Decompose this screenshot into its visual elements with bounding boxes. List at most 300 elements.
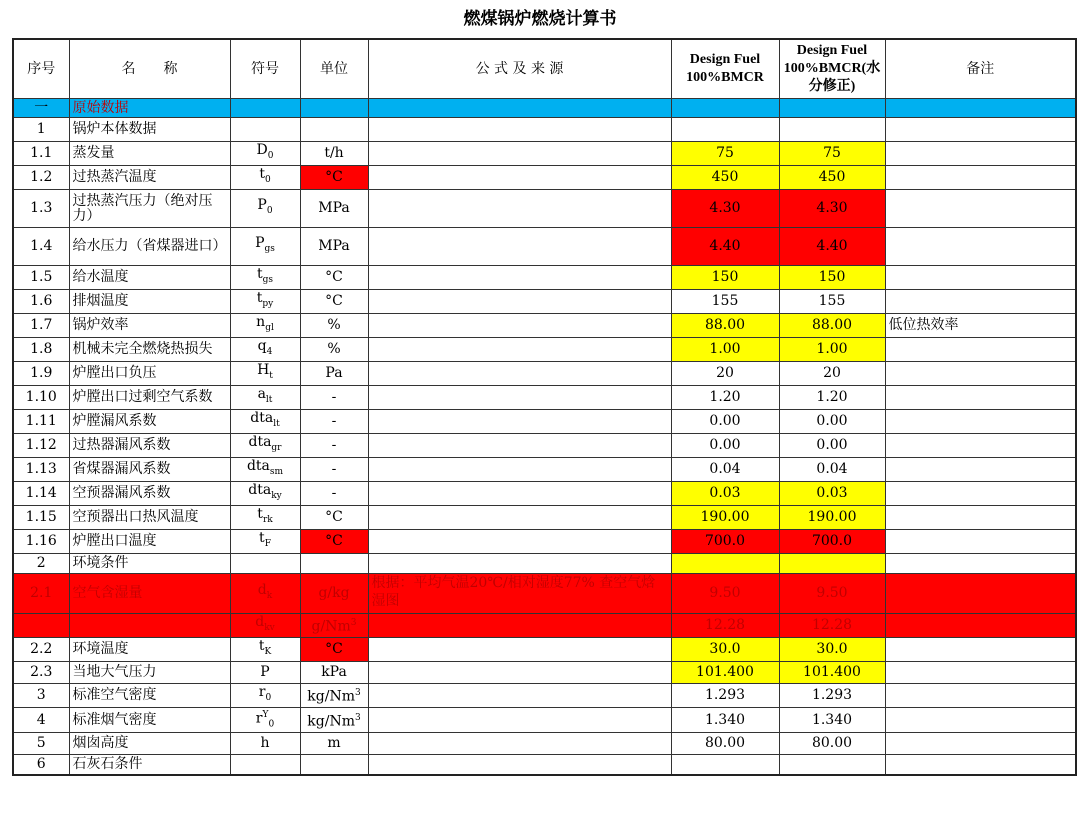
row-value-design-fuel-moisture-text: 155 [818, 293, 846, 309]
row-unit [300, 530, 368, 554]
row-formula-text: 根据：平均气温20℃/相对湿度77% 查空气焓湿图 [371, 575, 656, 609]
row-value-design-fuel [671, 733, 779, 755]
row-formula [368, 266, 671, 290]
row-number [13, 755, 69, 775]
row-number [13, 228, 69, 266]
row-unit-text: - [331, 437, 337, 453]
row-symbol-text: dta [250, 410, 274, 427]
row-number [13, 338, 69, 362]
row-number-text: 4 [36, 711, 46, 728]
row-formula [368, 614, 671, 638]
row-value-design-fuel-moisture-text: 88.00 [811, 317, 853, 333]
row-name-text: 给水温度 [72, 269, 129, 285]
row-number [13, 684, 69, 708]
row-note-text: 低位热效率 [888, 317, 959, 333]
row-unit-text: °C [325, 293, 343, 309]
row-unit [300, 482, 368, 506]
symbol-subscript: 0 [265, 692, 272, 703]
row-symbol-text: D [256, 142, 268, 159]
row-number [13, 638, 69, 662]
row-symbol-text: a [257, 386, 266, 403]
row-name [69, 118, 230, 142]
row-unit-text: Pa [325, 365, 343, 381]
row-name [69, 228, 230, 266]
row-value-design-fuel [671, 662, 779, 684]
row-formula [368, 166, 671, 190]
row-symbol [230, 314, 300, 338]
row-value-design-fuel-moisture-text: 101.400 [803, 664, 861, 680]
row-name [69, 458, 230, 482]
row-unit [300, 434, 368, 458]
row-number [13, 266, 69, 290]
row-value-design-fuel [671, 684, 779, 708]
table-row [13, 458, 1076, 482]
row-symbol [230, 290, 300, 314]
row-note [885, 118, 1076, 142]
row-value-design-fuel [671, 434, 779, 458]
row-number-text: 1.7 [30, 317, 53, 333]
row-symbol-text: dta [248, 434, 272, 451]
symbol-subscript: 0 [266, 205, 273, 216]
row-name [69, 166, 230, 190]
row-value-design-fuel-text: 20 [716, 365, 734, 381]
row-name [69, 290, 230, 314]
row-formula [368, 708, 671, 733]
row-value-design-fuel-moisture-text: 4.30 [816, 200, 848, 216]
row-symbol [230, 338, 300, 362]
header-row [13, 39, 1076, 99]
table-row [13, 638, 1076, 662]
table-row [13, 386, 1076, 410]
row-symbol [230, 662, 300, 684]
header-no: 序号 [13, 39, 69, 99]
row-note [885, 410, 1076, 434]
row-value-design-fuel [671, 118, 779, 142]
row-number [13, 506, 69, 530]
row-formula [368, 530, 671, 554]
row-formula [368, 506, 671, 530]
symbol-subscript: py [262, 298, 274, 309]
row-value-design-fuel [671, 362, 779, 386]
row-unit [300, 190, 368, 228]
row-value-design-fuel-moisture-text: 75 [823, 145, 841, 161]
row-value-design-fuel-text: 75 [716, 145, 734, 161]
table-row [13, 614, 1076, 638]
row-formula [368, 228, 671, 266]
row-name [69, 638, 230, 662]
row-unit-text: t/h [324, 145, 344, 161]
row-name-text: 空预器漏风系数 [72, 485, 171, 501]
row-number [13, 386, 69, 410]
row-number [13, 662, 69, 684]
row-value-design-fuel-text: 155 [711, 293, 739, 309]
row-value-design-fuel-text: 150 [711, 269, 739, 285]
row-value-design-fuel-text: 80.00 [704, 735, 746, 752]
row-number [13, 708, 69, 733]
row-symbol [230, 574, 300, 614]
row-formula [368, 386, 671, 410]
symbol-subscript: lt [265, 394, 273, 405]
table-row [13, 434, 1076, 458]
row-unit-text: MPa [318, 200, 350, 216]
row-note [885, 662, 1076, 684]
row-name [69, 266, 230, 290]
row-unit-text: g/Nm [311, 618, 351, 635]
calculation-table [12, 38, 1077, 776]
row-name [69, 530, 230, 554]
row-symbol-text: t [257, 506, 263, 523]
row-unit [300, 386, 368, 410]
row-symbol-text: t [258, 638, 265, 655]
row-number [13, 99, 69, 118]
row-name-text: 环境温度 [72, 641, 129, 657]
row-symbol-text: P [255, 235, 265, 252]
row-note [885, 142, 1076, 166]
row-unit-text: - [331, 485, 337, 501]
row-name-text: 过热蒸汽温度 [72, 169, 157, 185]
row-name [69, 662, 230, 684]
row-unit [300, 410, 368, 434]
row-formula [368, 338, 671, 362]
row-name-text: 炉膛出口温度 [72, 533, 157, 549]
row-value-design-fuel [671, 708, 779, 733]
unit-superscript: 3 [354, 712, 361, 723]
row-symbol-text: t [259, 166, 265, 183]
row-value-design-fuel-moisture-text: 30.0 [816, 641, 848, 657]
row-value-design-fuel-text: 4.30 [709, 200, 741, 216]
row-formula [368, 684, 671, 708]
row-number-text: 1 [36, 121, 46, 137]
row-name-text: 石灰石条件 [72, 756, 143, 773]
row-symbol-text: t [256, 290, 263, 307]
row-value-design-fuel-text: 0.03 [709, 485, 741, 501]
row-value-design-fuel-moisture [779, 708, 885, 733]
row-number-text: 1.9 [30, 365, 53, 381]
symbol-subscript: lt [273, 418, 280, 429]
row-number-text: 3 [36, 687, 46, 703]
symbol-subscript: K [264, 646, 272, 657]
row-number [13, 118, 69, 142]
row-value-design-fuel-text: 450 [711, 169, 739, 185]
row-symbol [230, 530, 300, 554]
row-symbol [230, 638, 300, 662]
row-unit-text: % [327, 317, 341, 333]
row-formula [368, 190, 671, 228]
row-unit-text: - [331, 413, 337, 429]
row-value-design-fuel-moisture [779, 434, 885, 458]
symbol-subscript: rk [262, 514, 273, 525]
row-unit [300, 574, 368, 614]
header-name: 名 称 [69, 39, 230, 99]
row-number-text: 1.5 [30, 269, 53, 285]
row-symbol-text: q [257, 338, 267, 355]
row-note [885, 99, 1076, 118]
row-value-design-fuel-moisture-text: 9.50 [816, 585, 848, 601]
row-symbol [230, 142, 300, 166]
row-value-design-fuel-text: 1.00 [709, 341, 741, 357]
header-symbol: 符号 [230, 39, 300, 99]
row-name [69, 684, 230, 708]
row-name [69, 338, 230, 362]
row-unit [300, 708, 368, 733]
row-unit-text: kg/Nm [307, 713, 355, 730]
row-symbol-text: d [257, 582, 267, 599]
row-unit-text: kPa [321, 664, 347, 680]
row-value-design-fuel-text: 1.20 [709, 389, 741, 405]
row-name-text: 排烟温度 [72, 293, 129, 309]
row-value-design-fuel-moisture-text: 0.00 [816, 413, 848, 429]
row-symbol [230, 99, 300, 118]
row-value-design-fuel-moisture [779, 266, 885, 290]
row-symbol [230, 190, 300, 228]
row-value-design-fuel [671, 410, 779, 434]
row-value-design-fuel-text: 700.0 [704, 533, 746, 549]
row-value-design-fuel-moisture [779, 410, 885, 434]
symbol-subscript: kv [264, 622, 275, 633]
row-number [13, 530, 69, 554]
row-number-text: 2 [36, 555, 46, 571]
row-note [885, 708, 1076, 733]
row-value-design-fuel-moisture [779, 554, 885, 574]
row-note [885, 733, 1076, 755]
row-formula [368, 482, 671, 506]
row-number [13, 733, 69, 755]
row-name [69, 755, 230, 775]
row-value-design-fuel [671, 574, 779, 614]
row-symbol-text: dta [248, 482, 272, 499]
row-symbol-text: h [260, 735, 270, 752]
row-formula [368, 755, 671, 775]
row-number [13, 142, 69, 166]
row-name-text: 蒸发量 [72, 145, 115, 161]
symbol-subscript: t [269, 370, 273, 381]
table-row [13, 266, 1076, 290]
row-value-design-fuel [671, 314, 779, 338]
row-name-text: 烟囱高度 [72, 735, 129, 752]
table-row [13, 662, 1076, 684]
table-row [13, 166, 1076, 190]
table-row [13, 554, 1076, 574]
row-symbol [230, 434, 300, 458]
row-value-design-fuel-moisture [779, 638, 885, 662]
table-row [13, 290, 1076, 314]
row-value-design-fuel-text: 12.28 [704, 617, 746, 633]
row-symbol [230, 166, 300, 190]
row-value-design-fuel-moisture-text: 12.28 [811, 617, 853, 633]
row-unit [300, 266, 368, 290]
table-row [13, 190, 1076, 228]
row-value-design-fuel-text: 9.50 [709, 585, 741, 601]
row-symbol-text: P [257, 197, 267, 214]
row-unit-text: kg/Nm [307, 688, 355, 705]
row-value-design-fuel [671, 554, 779, 574]
row-value-design-fuel-moisture [779, 118, 885, 142]
row-value-design-fuel-moisture [779, 458, 885, 482]
row-name-text: 标准空气密度 [72, 687, 157, 703]
row-value-design-fuel [671, 290, 779, 314]
row-name [69, 482, 230, 506]
header-design-fuel-moisture: Design Fuel 100%BMCR(水分修正) [779, 39, 885, 99]
row-value-design-fuel-moisture [779, 662, 885, 684]
row-symbol-text: n [256, 314, 266, 331]
row-value-design-fuel [671, 638, 779, 662]
row-number [13, 614, 69, 638]
row-symbol [230, 266, 300, 290]
row-formula [368, 290, 671, 314]
row-symbol [230, 614, 300, 638]
row-value-design-fuel-moisture [779, 506, 885, 530]
row-number-text: 1.2 [30, 169, 53, 185]
row-note [885, 614, 1076, 638]
row-name-text: 给水压力（省煤器进口） [72, 238, 227, 254]
section-row [13, 99, 1076, 118]
row-unit [300, 506, 368, 530]
row-name [69, 733, 230, 755]
row-note [885, 228, 1076, 266]
row-number [13, 574, 69, 614]
row-unit-text: °C [325, 509, 343, 525]
row-formula [368, 662, 671, 684]
row-value-design-fuel-text: 1.340 [704, 711, 746, 728]
row-name-text: 过热器漏风系数 [72, 437, 171, 453]
row-value-design-fuel-moisture [779, 755, 885, 775]
table-row [13, 684, 1076, 708]
row-unit-text: m [327, 735, 341, 752]
row-unit [300, 166, 368, 190]
row-value-design-fuel-moisture [779, 190, 885, 228]
row-value-design-fuel [671, 530, 779, 554]
symbol-subscript: gl [265, 322, 274, 333]
row-value-design-fuel-moisture [779, 166, 885, 190]
header-formula: 公 式 及 来 源 [368, 39, 671, 99]
row-value-design-fuel-moisture-text: 1.00 [816, 341, 848, 357]
row-unit [300, 662, 368, 684]
row-name [69, 362, 230, 386]
row-name [69, 386, 230, 410]
row-number-text: 1.8 [30, 341, 53, 357]
row-number-text: 1.6 [30, 293, 53, 309]
row-symbol-text: P [260, 664, 270, 680]
row-value-design-fuel-text: 4.40 [709, 238, 741, 254]
row-note [885, 190, 1076, 228]
row-value-design-fuel-moisture [779, 314, 885, 338]
row-value-design-fuel-moisture [779, 99, 885, 118]
row-value-design-fuel-moisture [779, 530, 885, 554]
row-name-text: 炉膛出口负压 [72, 365, 157, 381]
row-formula [368, 458, 671, 482]
row-unit [300, 142, 368, 166]
row-number-text: 1.16 [25, 533, 57, 549]
row-number [13, 166, 69, 190]
row-formula [368, 118, 671, 142]
row-value-design-fuel [671, 266, 779, 290]
symbol-subscript: 0 [268, 719, 275, 730]
row-value-design-fuel-moisture [779, 574, 885, 614]
row-name-text: 空预器出口热风温度 [72, 509, 199, 525]
row-unit [300, 733, 368, 755]
row-number-text: 5 [36, 735, 46, 752]
row-note [885, 386, 1076, 410]
document-title: 燃煤锅炉燃烧计算书 [463, 9, 617, 29]
row-number-text: 1.14 [25, 485, 57, 501]
row-value-design-fuel-moisture-text: 1.293 [811, 687, 853, 703]
row-unit [300, 118, 368, 142]
row-value-design-fuel-moisture-text: 1.340 [811, 711, 853, 728]
row-formula [368, 362, 671, 386]
row-name [69, 506, 230, 530]
symbol-subscript: 0 [267, 150, 274, 161]
symbol-subscript: F [264, 538, 271, 549]
row-value-design-fuel-moisture [779, 733, 885, 755]
row-number-text: 1.10 [25, 389, 57, 405]
row-value-design-fuel-moisture [779, 386, 885, 410]
row-value-design-fuel [671, 190, 779, 228]
table-row [13, 362, 1076, 386]
row-number [13, 410, 69, 434]
row-note [885, 482, 1076, 506]
row-unit [300, 362, 368, 386]
row-value-design-fuel [671, 458, 779, 482]
symbol-subscript: gs [264, 243, 275, 254]
row-symbol-text: dta [246, 458, 270, 475]
row-value-design-fuel-moisture-text: 0.00 [816, 437, 848, 453]
row-value-design-fuel-moisture [779, 228, 885, 266]
row-unit [300, 228, 368, 266]
symbol-subscript: sm [269, 466, 284, 477]
row-value-design-fuel [671, 338, 779, 362]
header-design-fuel: Design Fuel 100%BMCR [671, 39, 779, 99]
row-number-text: 6 [36, 756, 46, 773]
row-value-design-fuel [671, 386, 779, 410]
row-value-design-fuel [671, 142, 779, 166]
row-symbol [230, 684, 300, 708]
symbol-subscript: ky [271, 490, 282, 501]
row-number-text: 2.1 [30, 585, 53, 601]
row-number [13, 482, 69, 506]
row-note [885, 266, 1076, 290]
header-unit: 单位 [300, 39, 368, 99]
symbol-superscript: Y [262, 710, 269, 720]
row-value-design-fuel-moisture-text: 450 [818, 169, 846, 185]
row-symbol-text: d [255, 614, 265, 631]
row-number-text: 1.4 [30, 238, 53, 254]
symbol-subscript: 0 [264, 174, 271, 185]
row-value-design-fuel-moisture [779, 362, 885, 386]
row-value-design-fuel-moisture-text: 700.0 [811, 533, 853, 549]
table-row [13, 482, 1076, 506]
row-note [885, 530, 1076, 554]
row-unit-text: - [331, 461, 337, 477]
row-value-design-fuel [671, 506, 779, 530]
table-row [13, 708, 1076, 733]
row-formula [368, 142, 671, 166]
row-number [13, 290, 69, 314]
row-number-text: 一 [34, 99, 49, 116]
row-unit [300, 684, 368, 708]
table-row [13, 314, 1076, 338]
unit-superscript: 3 [354, 688, 361, 699]
row-name-text: 锅炉本体数据 [72, 121, 157, 137]
row-value-design-fuel-moisture-text: 80.00 [811, 735, 853, 752]
row-value-design-fuel-text: 30.0 [709, 641, 741, 657]
symbol-subscript: gr [271, 442, 282, 453]
row-value-design-fuel-text: 88.00 [704, 317, 746, 333]
row-value-design-fuel-moisture-text: 190.00 [807, 509, 857, 525]
row-symbol [230, 228, 300, 266]
row-note [885, 574, 1076, 614]
row-number [13, 458, 69, 482]
row-value-design-fuel-moisture-text: 20 [823, 365, 841, 381]
